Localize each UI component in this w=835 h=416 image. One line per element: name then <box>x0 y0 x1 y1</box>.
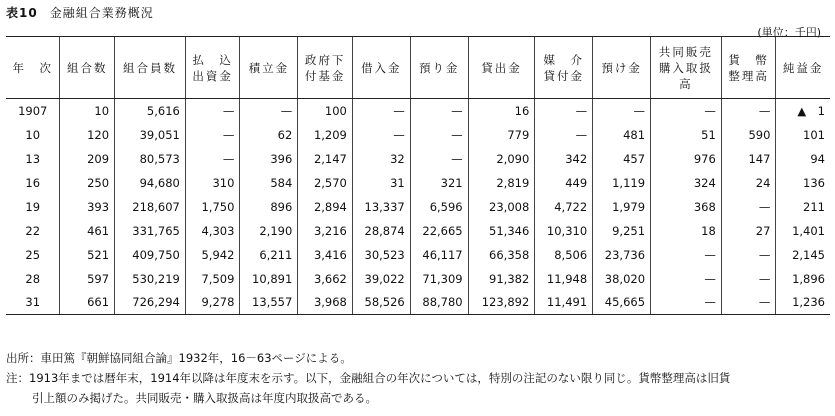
table-row <box>6 219 830 243</box>
column-header: 積立金 <box>240 37 298 99</box>
table-cell: 3,216 <box>298 219 353 243</box>
table-cell: 211 <box>776 195 830 219</box>
table-cell: — <box>352 99 410 123</box>
table-cell: 779 <box>468 123 535 147</box>
source-note: 出所：車田篤『朝鮮協同組合論』1932年，16－63ページによる。 <box>6 351 352 365</box>
table-row <box>6 123 830 147</box>
table-caption <box>6 4 154 21</box>
table-row <box>6 195 830 219</box>
table-cell: — <box>240 99 298 123</box>
table-cell: 62 <box>240 123 298 147</box>
table-cell: — <box>721 99 776 123</box>
column-header: 払 込 出資金 <box>185 37 240 99</box>
table-cell: 39,022 <box>352 267 410 291</box>
table-cell: 1,209 <box>298 123 353 147</box>
table-cell: 30,523 <box>352 243 410 267</box>
table-cell: 38,020 <box>593 267 651 291</box>
finance-table <box>6 36 830 315</box>
table-cell: 321 <box>410 171 468 195</box>
table-row <box>6 243 830 267</box>
table-cell: 7,509 <box>185 267 240 291</box>
table-row <box>6 291 830 315</box>
table-cell: 726,294 <box>115 291 186 315</box>
table-cell: 27 <box>721 219 776 243</box>
table-cell: 18 <box>651 219 722 243</box>
table-cell: — <box>185 123 240 147</box>
table-number: 表10 <box>6 6 38 20</box>
table-cell: — <box>185 99 240 123</box>
column-header: 共同販売 購入取扱 高 <box>651 37 722 99</box>
table-cell: 4,722 <box>535 195 593 219</box>
table-cell: 80,573 <box>115 147 186 171</box>
table-row <box>6 99 830 123</box>
table-cell: 1,119 <box>593 171 651 195</box>
table-cell: 31 <box>352 171 410 195</box>
table-cell: 1,896 <box>776 267 830 291</box>
table-cell: 2,090 <box>468 147 535 171</box>
table-cell: 218,607 <box>115 195 186 219</box>
table-cell: 46,117 <box>410 243 468 267</box>
table-cell: 1,401 <box>776 219 830 243</box>
table-cell: 584 <box>240 171 298 195</box>
table-cell: 88,780 <box>410 291 468 315</box>
table-cell: 250 <box>60 171 115 195</box>
table-cell: — <box>651 99 722 123</box>
column-header: 年 次 <box>6 37 60 99</box>
table-cell: 10,310 <box>535 219 593 243</box>
table-cell: 530,219 <box>115 267 186 291</box>
year-cell: 1907 <box>18 103 48 118</box>
table-cell: 393 <box>60 195 115 219</box>
table-cell: 11,948 <box>535 267 593 291</box>
table-cell: 590 <box>721 123 776 147</box>
table-cell: 461 <box>60 219 115 243</box>
column-header: 組合員数 <box>115 37 186 99</box>
table-cell: — <box>185 147 240 171</box>
column-header: 預け金 <box>593 37 651 99</box>
table-cell: 2,190 <box>240 219 298 243</box>
table-cell: 100 <box>298 99 353 123</box>
table-cell: 4,303 <box>185 219 240 243</box>
table-cell: 39,051 <box>115 123 186 147</box>
table-cell: 409,750 <box>115 243 186 267</box>
table-cell: 331,765 <box>115 219 186 243</box>
table-cell: — <box>352 123 410 147</box>
table-cell: — <box>721 243 776 267</box>
table-row <box>6 171 830 195</box>
column-header: 純益金 <box>776 37 830 99</box>
table-cell: 101 <box>776 123 830 147</box>
year-cell: 28 <box>25 271 41 286</box>
table-cell: 66,358 <box>468 243 535 267</box>
table-cell: 342 <box>535 147 593 171</box>
table-cell: 45,665 <box>593 291 651 315</box>
table-cell: 9,251 <box>593 219 651 243</box>
table-cell: 22,665 <box>410 219 468 243</box>
table-cell: 58,526 <box>352 291 410 315</box>
table-cell: 10 <box>60 99 115 123</box>
year-cell: 13 <box>25 151 41 166</box>
table-cell: 147 <box>721 147 776 171</box>
table-cell: 449 <box>535 171 593 195</box>
footnote-line-1: 注：1913年までは暦年末，1914年以降は年度末を示す。以下，金融組合の年次については，特別の注記のない限り同じ。貨幣整理高は旧貨 <box>6 371 731 385</box>
table-cell: — <box>535 123 593 147</box>
header-row <box>6 37 830 99</box>
table-cell: — <box>721 291 776 315</box>
table-cell: 2,819 <box>468 171 535 195</box>
table-cell: 8,506 <box>535 243 593 267</box>
table-cell: 9,278 <box>185 291 240 315</box>
table-row <box>6 147 830 171</box>
table-cell: 3,968 <box>298 291 353 315</box>
table-cell: 324 <box>651 171 722 195</box>
table-cell: 32 <box>352 147 410 171</box>
table-cell: 6,596 <box>410 195 468 219</box>
table-cell: — <box>651 291 722 315</box>
table-cell: 94 <box>776 147 830 171</box>
column-header: 政府下 付基金 <box>298 37 353 99</box>
table-cell: 976 <box>651 147 722 171</box>
table-cell: 368 <box>651 195 722 219</box>
table-body <box>6 99 830 315</box>
table-cell: 310 <box>185 171 240 195</box>
table-row <box>6 267 830 291</box>
table-cell: 209 <box>60 147 115 171</box>
table-cell: 94,680 <box>115 171 186 195</box>
table-cell: 120 <box>60 123 115 147</box>
table-cell: 24 <box>721 171 776 195</box>
column-header: 借入金 <box>352 37 410 99</box>
footnote-line-2: 引上額のみ掲げた。共同販売・購入取扱高は年度内取扱高である。 <box>32 391 377 405</box>
table-cell: — <box>593 99 651 123</box>
table-cell: 13,557 <box>240 291 298 315</box>
table-cell: 5,616 <box>115 99 186 123</box>
table-cell: ▲ 1 <box>776 99 830 123</box>
table-cell: — <box>721 195 776 219</box>
notes <box>6 348 830 408</box>
table-cell: — <box>651 243 722 267</box>
table-cell: — <box>410 99 468 123</box>
table-title: 金融組合業務概況 <box>49 6 154 20</box>
table-cell: 123,892 <box>468 291 535 315</box>
table-cell: — <box>535 99 593 123</box>
column-header: 媒 介 貸付金 <box>535 37 593 99</box>
year-cell: 31 <box>6 291 60 315</box>
table-cell: 71,309 <box>410 267 468 291</box>
table-cell: — <box>410 123 468 147</box>
unit-label: (単位：千円) <box>757 26 821 39</box>
table-cell: 2,570 <box>298 171 353 195</box>
year-cell: 19 <box>25 199 41 214</box>
table-cell: 457 <box>593 147 651 171</box>
table-cell: 2,145 <box>776 243 830 267</box>
table-cell: 5,942 <box>185 243 240 267</box>
table-cell: 6,211 <box>240 243 298 267</box>
table-cell: 136 <box>776 171 830 195</box>
year-cell: 16 <box>25 175 41 190</box>
table-cell: 1,750 <box>185 195 240 219</box>
table-cell: 1,979 <box>593 195 651 219</box>
table-cell: 481 <box>593 123 651 147</box>
column-header: 貸出金 <box>468 37 535 99</box>
table-cell: 2,147 <box>298 147 353 171</box>
table-cell: 10,891 <box>240 267 298 291</box>
year-cell: 25 <box>25 247 41 262</box>
table-cell: 91,382 <box>468 267 535 291</box>
table-cell: 896 <box>240 195 298 219</box>
column-header: 組合数 <box>60 37 115 99</box>
table-cell: 1,236 <box>776 291 830 315</box>
table-cell: 3,416 <box>298 243 353 267</box>
table-cell: 51,346 <box>468 219 535 243</box>
table-cell: 396 <box>240 147 298 171</box>
year-cell: 22 <box>25 223 41 238</box>
table-cell: 16 <box>468 99 535 123</box>
table-cell: — <box>410 147 468 171</box>
table-cell: 28,874 <box>352 219 410 243</box>
table-cell: 11,491 <box>535 291 593 315</box>
table-cell: — <box>721 267 776 291</box>
table-cell: 2,894 <box>298 195 353 219</box>
table-cell: 51 <box>651 123 722 147</box>
column-header: 預り金 <box>410 37 468 99</box>
table-cell: 597 <box>60 267 115 291</box>
year-cell: 10 <box>25 127 41 142</box>
table-cell: — <box>651 267 722 291</box>
table-cell: 23,008 <box>468 195 535 219</box>
column-header: 貨 幣 整理高 <box>721 37 776 99</box>
table-cell: 3,662 <box>298 267 353 291</box>
table-cell: 661 <box>60 291 115 315</box>
table-cell: 23,736 <box>593 243 651 267</box>
table-cell: 521 <box>60 243 115 267</box>
table-cell: 13,337 <box>352 195 410 219</box>
